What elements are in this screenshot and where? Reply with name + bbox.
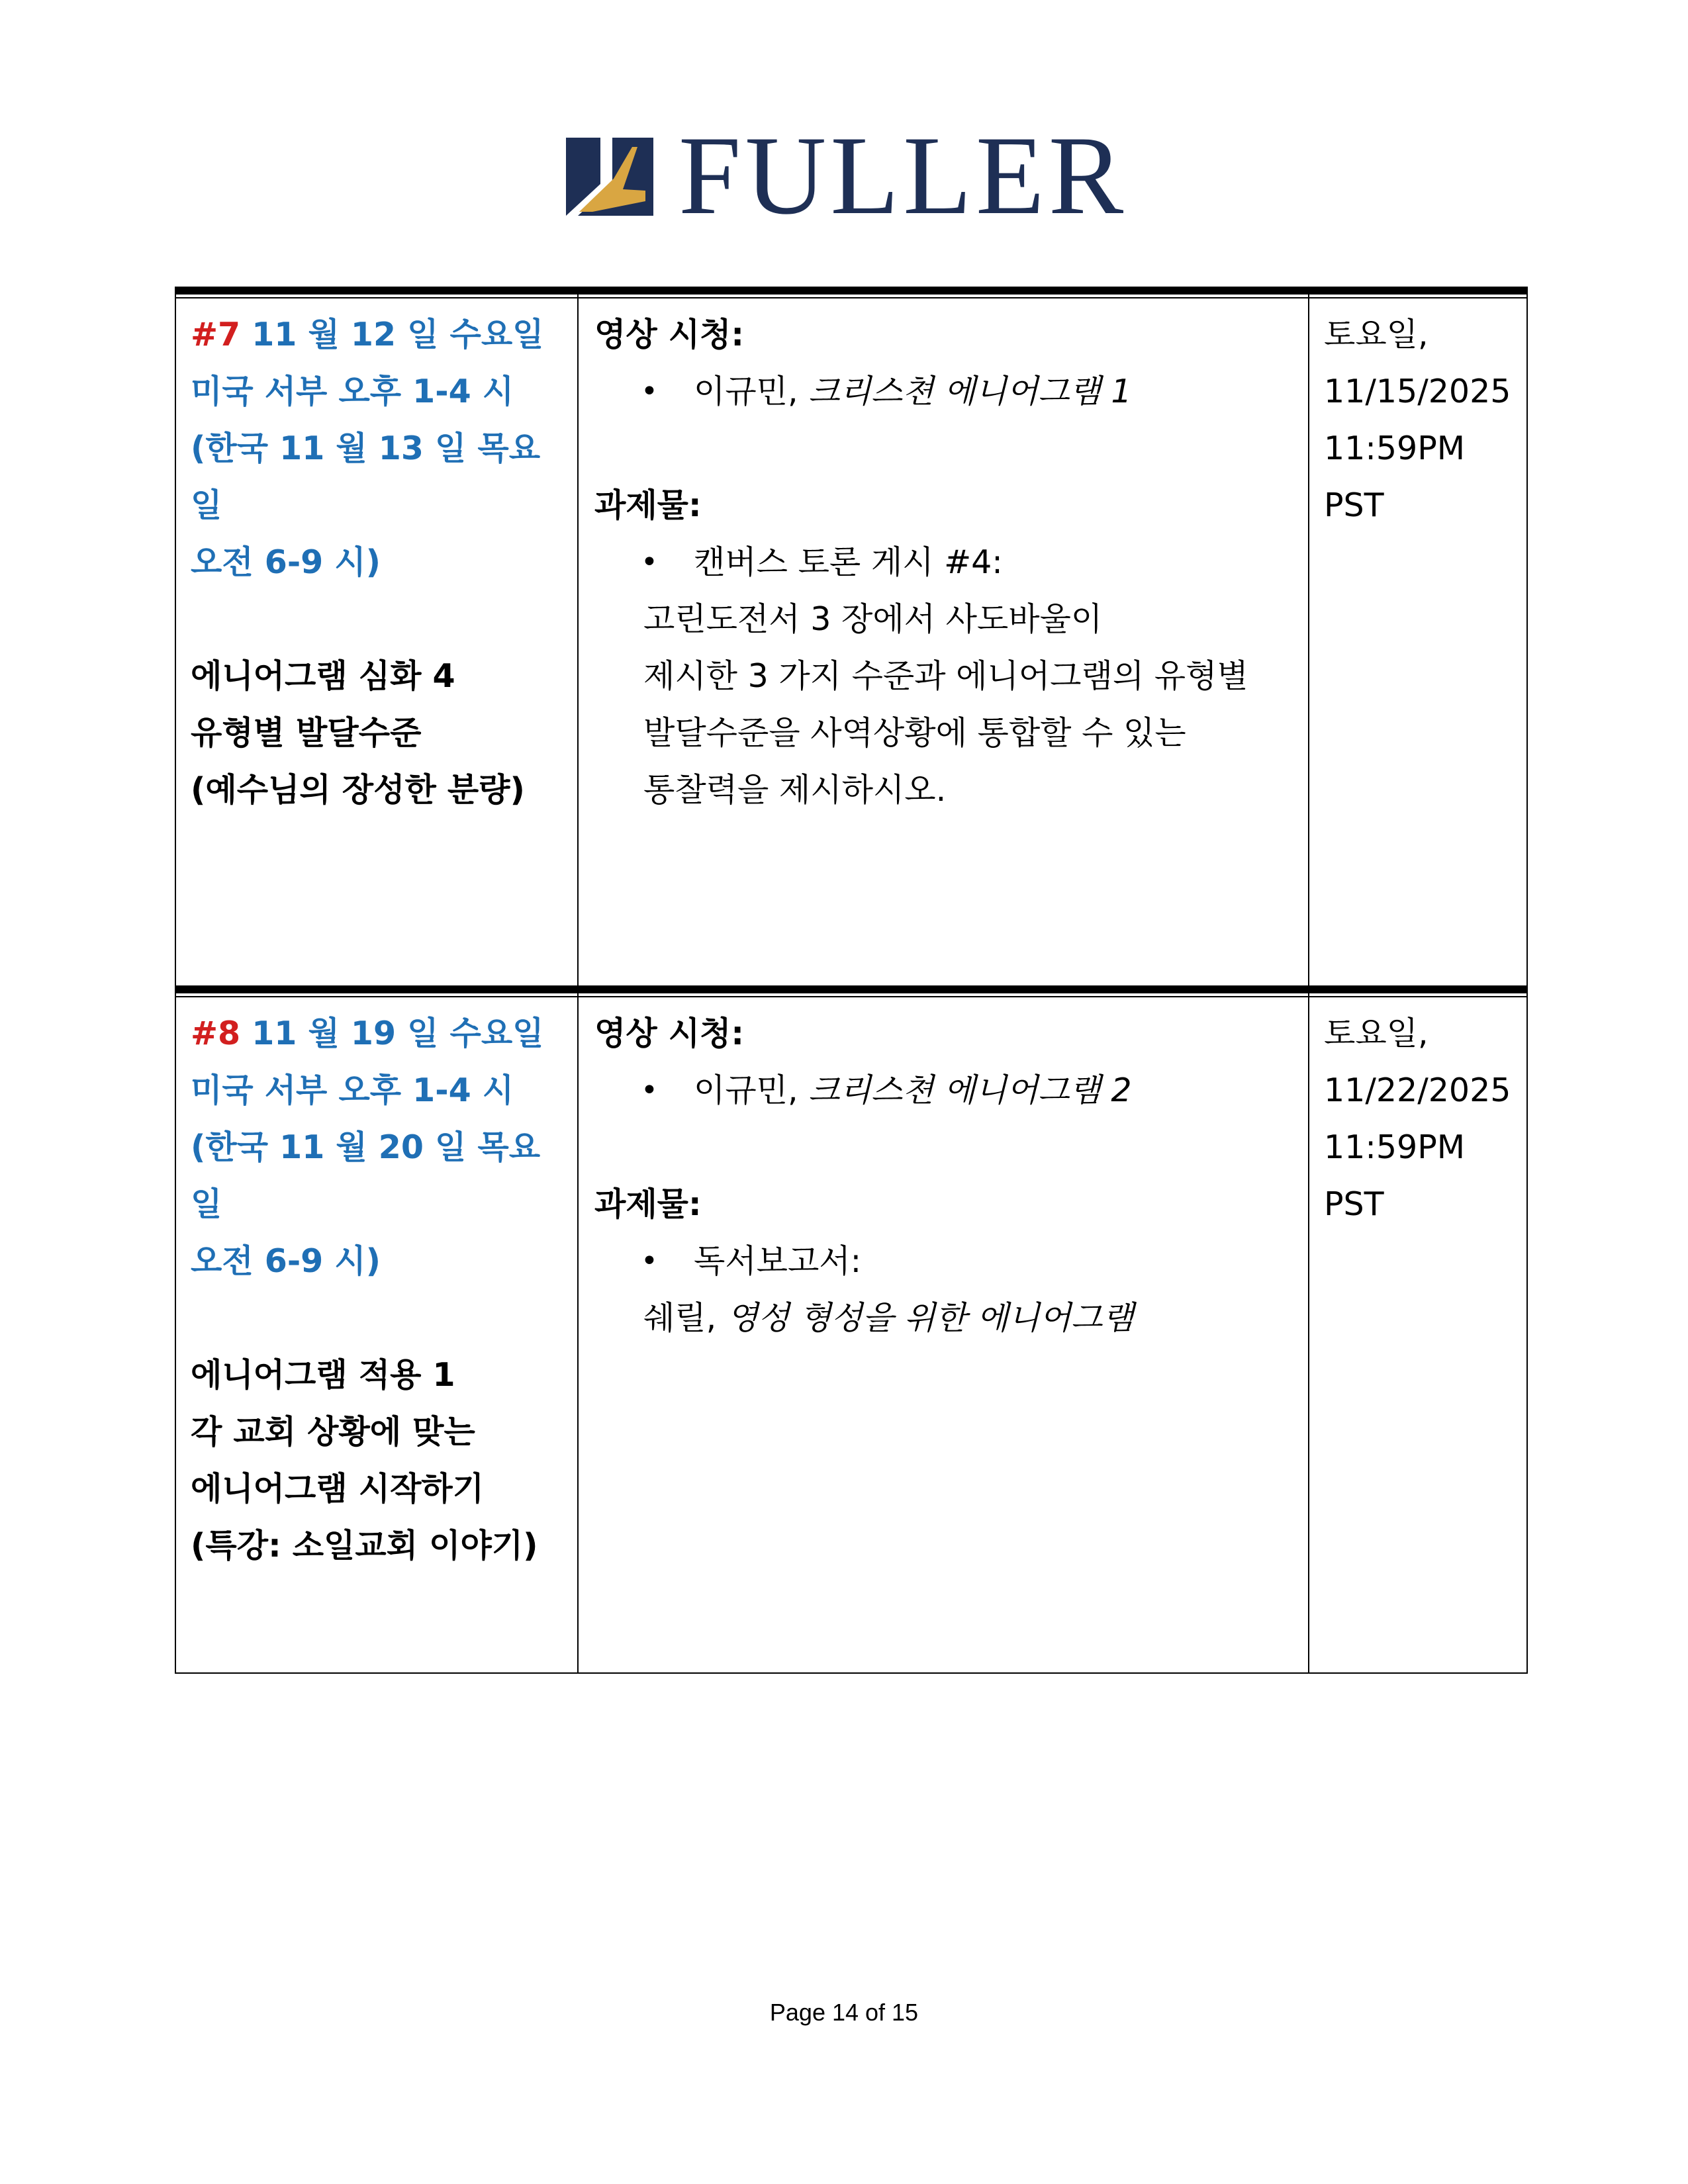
book-reference: 쉐릴, 영성 형성을 위한 에니어그램 [643, 1299, 1134, 1337]
assignment-text: 발달수준을 사역상황에 통합할 수 있는 [643, 714, 1186, 752]
schedule-table [175, 287, 1528, 1674]
due-day: 토요일, [1324, 316, 1429, 353]
session-cell [176, 295, 579, 985]
video-heading: 영상 시청: [594, 316, 744, 353]
due-time: 11:59PM [1324, 1128, 1466, 1166]
due-day: 토요일, [1324, 1015, 1429, 1052]
due-date: 11/15/2025 [1324, 373, 1511, 410]
session-topic: 각 교회 상황에 맞는 [191, 1413, 475, 1451]
due-date: 11/22/2025 [1324, 1071, 1511, 1109]
session-number: #8 [191, 1015, 241, 1052]
video-item: • 이규민, 크리스쳔 에니어그램 2 [594, 1062, 1295, 1119]
video-item: • 이규민, 크리스쳔 에니어그램 1 [594, 363, 1295, 420]
assignment-text: 통찰력을 제시하시오. [643, 771, 947, 809]
fuller-logo [566, 113, 1128, 238]
assignment-heading: 과제물: [594, 486, 702, 524]
content-cell [579, 993, 1309, 1672]
logo-wordmark: FULLER [679, 113, 1128, 238]
session-number: #7 [191, 316, 241, 353]
fuller-book-mark-icon [566, 138, 659, 217]
session-topic: (특강: 소일교회 이야기) [191, 1527, 538, 1565]
content-cell [579, 295, 1309, 985]
book-title: 영성 형성을 위한 에니어그램 [726, 1299, 1134, 1337]
table-row [175, 287, 1528, 985]
assignment-text: 제시한 3 가지 수준과 에니어그램의 유형별 [643, 657, 1248, 695]
session-time-us: 미국 서부 오후 1-4 시 [191, 373, 514, 410]
session-topic: 에니어그램 적용 1 [191, 1356, 455, 1394]
session-topic: 에니어그램 심화 4 [191, 657, 455, 695]
session-date-line: #7 11 월 12 일 수요일 [191, 316, 544, 353]
session-topic: 유형별 발달수준 [191, 714, 422, 752]
session-cell [176, 993, 579, 1672]
assignment-text: 고린도전서 3 장에서 사도바울이 [643, 600, 1103, 638]
video-title: 크리스쳔 에니어그램 2 [808, 1071, 1132, 1109]
session-topic: 에니어그램 시작하기 [191, 1470, 485, 1508]
due-timezone: PST [1324, 1185, 1384, 1223]
due-time: 11:59PM [1324, 430, 1466, 467]
session-time-korea: (한국 11 월 20 일 목요일 [191, 1128, 541, 1223]
video-heading: 영상 시청: [594, 1015, 744, 1052]
session-time-korea: (한국 11 월 13 일 목요일 [191, 430, 541, 524]
page-number: Page 14 of 15 [769, 1999, 919, 2026]
session-time-korea: 오전 6-9 시) [191, 1242, 381, 1280]
session-time-us: 미국 서부 오후 1-4 시 [191, 1071, 514, 1109]
due-date-cell [1309, 993, 1526, 1672]
assignment-item: • 캔버스 토론 게시 #4: [594, 534, 1295, 591]
session-topic: (예수님의 장성한 분량) [191, 771, 525, 809]
table-row [175, 985, 1528, 1674]
assignment-item: • 독서보고서: [594, 1233, 1295, 1290]
session-time-korea: 오전 6-9 시) [191, 543, 381, 581]
video-title: 크리스쳔 에니어그램 1 [808, 373, 1132, 410]
due-date-cell [1309, 295, 1526, 985]
assignment-heading: 과제물: [594, 1185, 702, 1223]
session-date-line: #8 11 월 19 일 수요일 [191, 1015, 544, 1052]
due-timezone: PST [1324, 486, 1384, 524]
